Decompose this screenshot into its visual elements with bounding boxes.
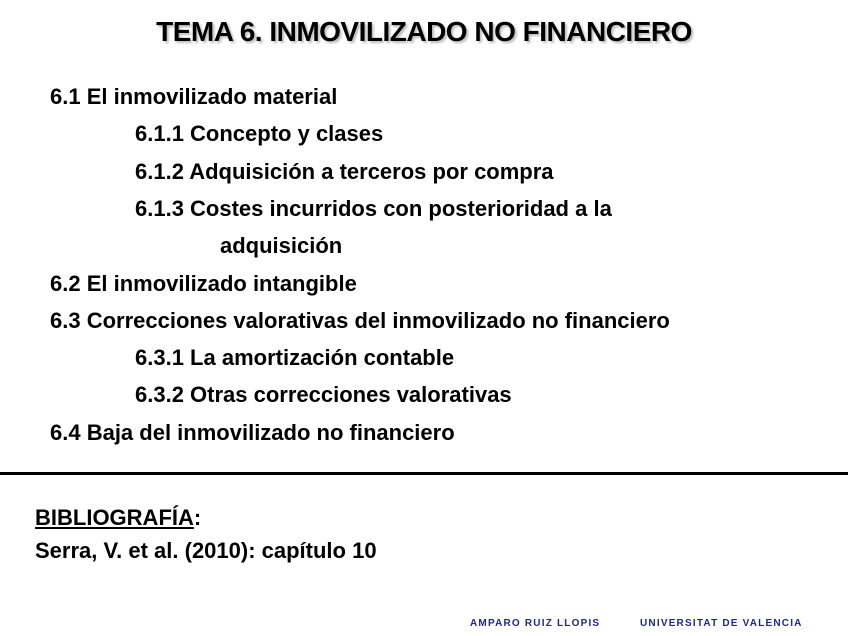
section-divider: [0, 472, 848, 475]
bibliography-reference: Serra, V. et al. (2010): capítulo 10: [35, 538, 377, 563]
footer-author: AMPARO RUIZ LLOPIS: [470, 618, 601, 629]
toc-item-6-3-2: 6.3.2 Otras correcciones valorativas: [135, 382, 512, 407]
toc-item-6-4: 6.4 Baja del inmovilizado no financiero: [50, 420, 455, 445]
toc-item-6-1-3-continuation: adquisición: [220, 233, 343, 258]
toc-item-6-1-1: 6.1.1 Concepto y clases: [135, 121, 384, 146]
toc-item-6-1-2: 6.1.2 Adquisición a terceros por compra: [135, 159, 554, 184]
bibliography-heading: [35, 505, 201, 531]
toc-item-6-2: 6.2 El inmovilizado intangible: [50, 271, 357, 296]
bibliography-heading-label: BIBLIOGRAFÍA: [35, 505, 194, 530]
page-title: TEMA 6. INMOVILIZADO NO FINANCIERO: [156, 16, 692, 47]
footer-university: UNIVERSITAT DE VALENCIA: [640, 618, 803, 629]
toc-item-6-1-3: 6.1.3 Costes incurridos con posterioridad a la: [135, 196, 612, 221]
toc-item-6-3-1: 6.3.1 La amortización contable: [135, 345, 455, 370]
toc-item-6-1: 6.1 El inmovilizado material: [50, 84, 338, 109]
toc-item-6-3: 6.3 Correcciones valorativas del inmovilizado no financiero: [50, 308, 670, 333]
bibliography-heading-colon: :: [193, 505, 202, 530]
